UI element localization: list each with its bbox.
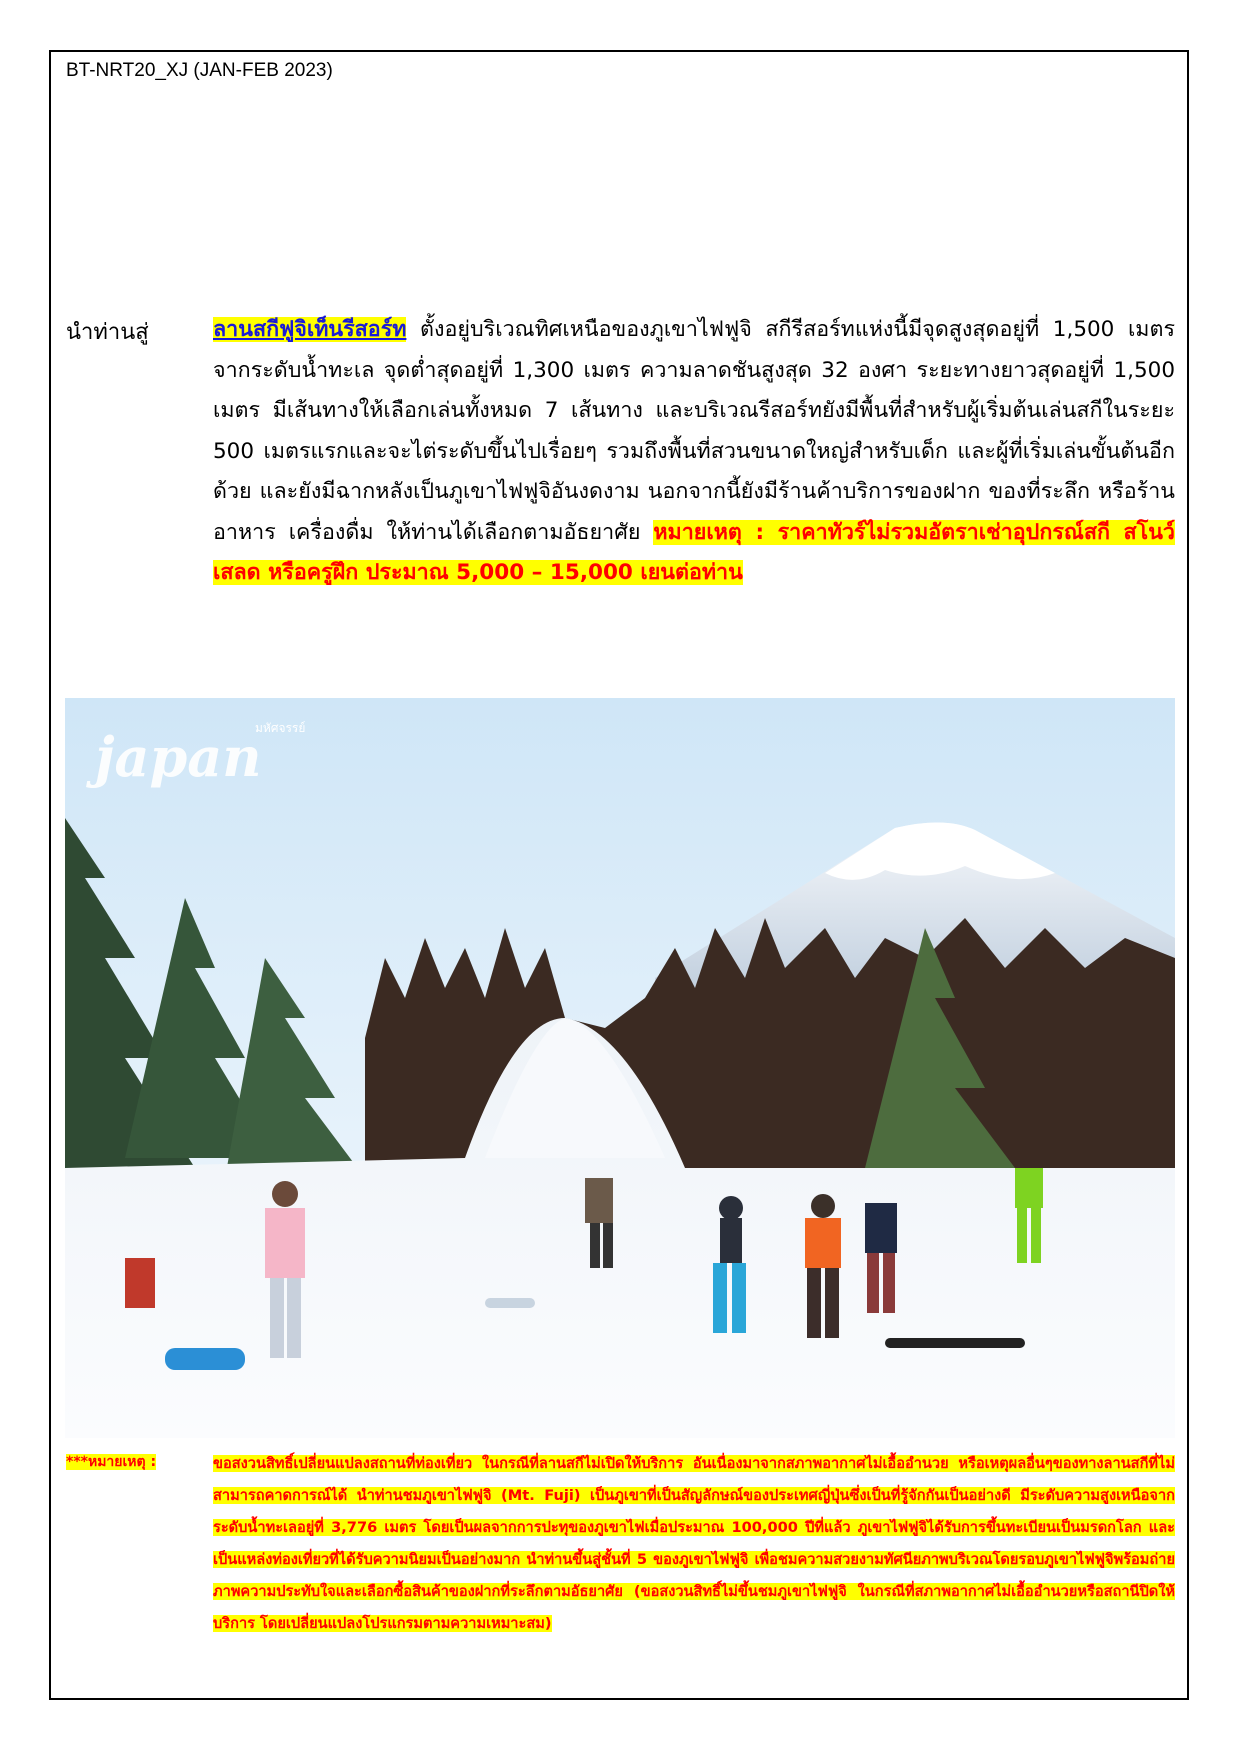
section-description: ตั้งอยู่บริเวณทิศเหนือของภูเขาไฟฟูจิ สกีรีสอร์ทแห่งนี้มีจุดสูงสุดอยู่ที่ 1,500 เมตร จากระดับน้ำทะเล จุดต่ำสุดอยู่ที่ 1,300 เมตร ความลาดชันสูงสุด 32 องศา ระยะทางยาวสุดอยู่ที่ 1,500 เมตร มีเส้นทางให้เลือกเล่นทั้งหมด 7 เส้นทาง และบริเวณรีสอร์ทยังมีพื้นที่สำหรับผู้เริ่มต้นเล่นสกีในระยะ 500 เมตรแรกและจะไต่ระดับขึ้นไปเรื่อยๆ รวมถึงพื้นที่สวนขนาดใหญ่สำหรับเด็ก และผู้ที่เริ่มเล่นขั้นต้นอีกด้วย และยังมีฉากหลังเป็นภูเขาไฟฟูจิอันงดงาม นอกจากนี้ยังมีร้านค้าบริการของฝาก ของที่ระลึก หรือร้านอาหาร เครื่องดื่ม ให้ท่านได้เลือกตามอัธยาศัย: [213, 317, 1175, 545]
footnote-fuji: ภูเขาไฟฟูจิ (Mt. Fuji): [422, 1487, 581, 1504]
footnote-part2: เป็นภูเขาที่เป็นสัญลักษณ์ของประเทศญี่ปุ่นซึ่งเป็นที่รู้จักกันเป็นอย่างดี มีระดับความสูงเหนือจากระดับน้ำทะเลอยู่ที่ 3,776 เมตร โดยเป็นผลจากการปะทุของภูเขาไฟเมื่อประมาณ 100,000 ปีที่แล้ว ภูเขาไฟฟูจิได้รับการขึ้นทะเบียนเป็นมรดกโลก และเป็นแหล่งท่องเที่ยวที่ได้รับความนิยมเป็นอย่างมาก นำท่านขึ้นสู่ชั้นที่ 5 ของภูเขาไฟฟูจิ เพื่อชมความสวยงามทัศนียภาพบริเวณโดยรอบภูเขาไฟฟูจิพร้อมถ่ายภาพความประทับใจและเลือกซื้อสินค้าของฝากที่ระลึกตามอัธยาศัย (ขอสงวนสิทธิ์ไม่ขึ้นชมภูเขาไฟฟูจิ ในกรณีที่สภาพอากาศไม่เอื้ออำนวยหรือสถานีปิดให้บริการ โดยเปลี่ยนแปลงโปรแกรมตามความเหมาะสม): [213, 1487, 1175, 1632]
section-body: [213, 310, 1175, 594]
footnote-text: [213, 1448, 1175, 1640]
ski-resort-photo: [65, 698, 1175, 1438]
section-label: นำท่านสู่: [66, 320, 149, 345]
section-title: ลานสกีฟูจิเท็นรีสอร์ท: [213, 317, 407, 342]
watermark-small: มหัศจรรย์: [255, 721, 306, 735]
footnote-label: [66, 1451, 156, 1473]
section-note: หมายเหตุ : ราคาทัวร์ไม่รวมอัตราเช่าอุปกรณ์สกี สโนว์เสลด หรือครูฝึก ประมาณ 5,000 – 15,000 เยนต่อท่าน: [213, 519, 1175, 585]
tour-code: BT-NRT20_XJ (JAN-FEB 2023): [66, 60, 333, 81]
watermark-logo: japan: [95, 725, 262, 789]
footnote-label-text: ***หมายเหตุ :: [66, 1454, 157, 1470]
footnote-part1: ขอสงวนสิทธิ์เปลี่ยนแปลงสถานที่ท่องเที่ยว ในกรณีที่ลานสกีไม่เปิดให้บริการ อันเนื่องมาจากสภาพอากาศไม่เอื้ออำนวย หรือเหตุผลอื่นๆของทางลานสกีที่ไม่สามารถคาดการณ์ได้ นำท่านชม: [213, 1455, 1175, 1504]
